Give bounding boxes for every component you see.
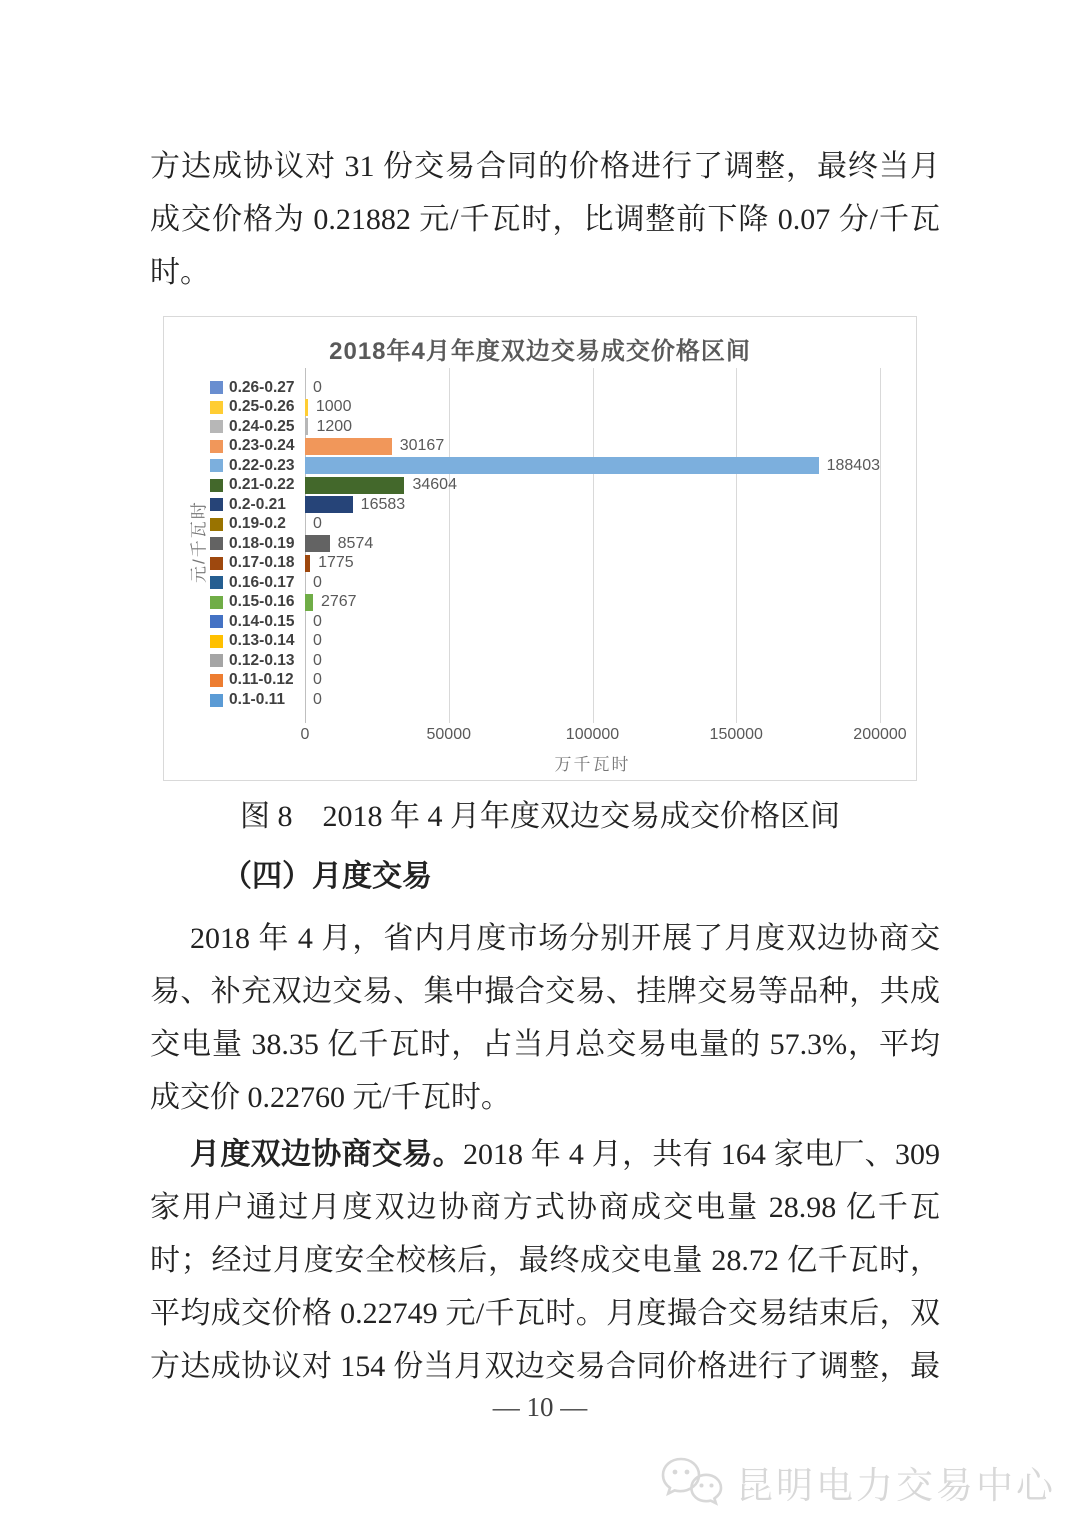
legend-swatch: [210, 635, 223, 648]
legend-swatch: [210, 498, 223, 511]
legend-swatch: [210, 615, 223, 628]
legend-label: 0.21-0.22: [229, 476, 295, 494]
gridline: [880, 368, 881, 723]
legend-label: 0.1-0.11: [229, 691, 286, 708]
bar-value-label: 34604: [412, 476, 457, 494]
paragraph-monthly-trade: [150, 912, 940, 1124]
legend-item: [210, 632, 305, 652]
chart-content: [164, 378, 916, 775]
legend-swatch: [210, 596, 223, 609]
legend-label: 0.15-0.16: [229, 593, 295, 611]
bar-value-label: 0: [313, 671, 322, 689]
bar: [305, 477, 404, 494]
text-line: 家用户通过月度双边协商方式协商成交电量 28.98 亿千瓦: [150, 1191, 940, 1224]
chart-legend: [210, 378, 305, 710]
legend-label: 0.26-0.27: [229, 378, 295, 396]
bar-value-label: 0: [313, 378, 322, 396]
text-line: 成交价 0.22760 元/千瓦时。: [150, 1081, 511, 1114]
x-tick-label: 150000: [709, 725, 763, 743]
bar-chart-figure: [163, 316, 917, 781]
legend-item: [210, 651, 305, 671]
legend-label: 0.24-0.25: [229, 417, 295, 435]
text-line: 2018 年 4 月，省内月度市场分别开展了月度双边协商交: [190, 922, 940, 955]
legend-label: 0.23-0.24: [229, 437, 295, 455]
chart-title: 2018年4月年度双边交易成交价格区间: [329, 338, 751, 365]
legend-item: [210, 573, 305, 593]
paragraph-top: [150, 140, 940, 299]
legend-label: 0.12-0.13: [229, 651, 295, 669]
bold-lead-text: 月度双边协商交易。: [190, 1138, 463, 1171]
bar-row: [305, 593, 880, 613]
legend-swatch: [210, 479, 223, 492]
bar: [305, 496, 353, 513]
figure-caption: 图 8 2018 年 4 月年度双边交易成交价格区间: [240, 800, 840, 833]
paragraph-bilateral-trade: [150, 1128, 940, 1393]
legend-item: [210, 534, 305, 554]
bar-value-label: 188403: [826, 456, 880, 474]
legend-item: [210, 456, 305, 476]
legend-swatch: [210, 674, 223, 687]
legend-item: [210, 437, 305, 457]
legend-item: [210, 378, 305, 398]
legend-item: [210, 476, 305, 496]
bar-row: [305, 554, 880, 574]
paragraph-continuation-lines: [150, 1181, 940, 1393]
bar: [305, 594, 313, 611]
y-axis-title-column: [184, 378, 210, 710]
legend-item: [210, 612, 305, 632]
legend-label: 0.14-0.15: [229, 612, 295, 630]
legend-swatch: [210, 440, 223, 453]
legend-label: 0.22-0.23: [229, 456, 295, 474]
text-line: 成交价格为 0.21882 元/千瓦时，比调整前下降 0.07 分/千瓦: [150, 203, 940, 236]
legend-swatch: [210, 557, 223, 570]
bar: [305, 457, 819, 474]
bar-value-label: 1000: [315, 398, 352, 416]
legend-item: [210, 593, 305, 613]
bar-value-label: 0: [313, 573, 322, 591]
bar-value-label: 0: [313, 612, 322, 630]
legend-label: 0.25-0.26: [229, 398, 295, 416]
bar-row: [305, 651, 880, 671]
bar-row: [305, 632, 880, 652]
legend-swatch: [210, 459, 223, 472]
lead-rest-text: 2018 年 4 月，共有 164 家电厂、309: [462, 1138, 941, 1171]
bar-row: [305, 573, 880, 593]
legend-swatch: [210, 401, 223, 414]
bar: [305, 535, 330, 552]
legend-item: [210, 398, 305, 418]
bar-value-label: 2767: [320, 593, 357, 611]
text-line: 时；经过月度安全校核后，最终成交电量 28.72 亿千瓦时，: [150, 1244, 940, 1277]
watermark: [660, 1455, 1056, 1509]
legend-item: [210, 690, 305, 710]
text-line: 平均成交价格 0.22749 元/千瓦时。月度撮合交易结束后，双: [150, 1297, 940, 1330]
x-axis-title: 万千瓦时: [554, 754, 631, 774]
x-tick-label: 200000: [853, 725, 907, 743]
x-tick-label: 0: [300, 725, 310, 743]
chart-plot-area: [305, 378, 880, 710]
text-line: 交电量 38.35 亿千瓦时，占当月总交易电量的 57.3%，平均: [150, 1028, 940, 1061]
watermark-text: 昆明电力交易中心: [736, 1465, 1056, 1506]
legend-label: 0.17-0.18: [229, 554, 295, 572]
bar-value-label: 30167: [399, 437, 445, 455]
bar-row: [305, 515, 880, 535]
chart-plot-rows: [184, 378, 880, 710]
bar-row: [305, 417, 880, 437]
bar: [305, 399, 308, 416]
bar-value-label: 8574: [337, 534, 374, 552]
text-line: 方达成协议对 31 份交易合同的价格进行了调整，最终当月: [150, 150, 940, 183]
bar-row: [305, 437, 880, 457]
legend-item: [210, 554, 305, 574]
legend-item: [210, 417, 305, 437]
bar-value-label: 0: [313, 691, 322, 708]
bar-row: [305, 476, 880, 496]
legend-label: 0.13-0.14: [229, 632, 295, 650]
legend-swatch: [210, 654, 223, 667]
page-number: — 10 —: [492, 1392, 588, 1422]
bar: [305, 418, 308, 435]
legend-swatch: [210, 537, 223, 550]
bar-value-label: 0: [313, 651, 322, 669]
legend-swatch: [210, 518, 223, 531]
legend-label: 0.19-0.2: [229, 515, 286, 533]
text-line: 时。: [150, 256, 210, 289]
legend-swatch: [210, 576, 223, 589]
legend-swatch: [210, 381, 223, 394]
legend-label: 0.16-0.17: [229, 573, 295, 591]
legend-swatch: [210, 694, 223, 707]
text-line: [150, 1128, 940, 1181]
bar-row: [305, 534, 880, 554]
bar-row: [305, 456, 880, 476]
section-heading: （四）月度交易: [222, 860, 432, 893]
x-tick-label: 100000: [565, 725, 620, 743]
text-line: 易、补充双边交易、集中撮合交易、挂牌交易等品种，共成: [150, 975, 940, 1008]
bar-value-label: 1775: [318, 554, 354, 572]
bar-value-label: 0: [313, 515, 322, 533]
legend-item: [210, 495, 305, 515]
bar-row: [305, 612, 880, 632]
bar-value-label: 0: [313, 632, 322, 650]
legend-label: 0.18-0.19: [229, 534, 295, 552]
bar: [305, 438, 392, 455]
wechat-logo-icon: [660, 1455, 724, 1509]
x-tick-label: 50000: [426, 725, 471, 743]
text-line: 方达成协议对 154 份当月双边交易合同价格进行了调整，最: [150, 1350, 940, 1383]
bar-row: [305, 671, 880, 691]
bar-row: [305, 690, 880, 710]
bar-value-label: 16583: [360, 495, 406, 513]
bar-row: [305, 495, 880, 515]
bar-value-label: 1200: [316, 417, 353, 435]
legend-item: [210, 671, 305, 691]
legend-item: [210, 515, 305, 535]
bar-row: [305, 398, 880, 418]
y-axis-title: 元/千瓦时: [189, 500, 209, 583]
legend-swatch: [210, 420, 223, 433]
legend-label: 0.11-0.12: [229, 671, 294, 689]
legend-label: 0.2-0.21: [229, 495, 286, 513]
bar-row: [305, 378, 880, 398]
x-axis-ticks: [300, 725, 907, 748]
bar: [305, 555, 310, 572]
